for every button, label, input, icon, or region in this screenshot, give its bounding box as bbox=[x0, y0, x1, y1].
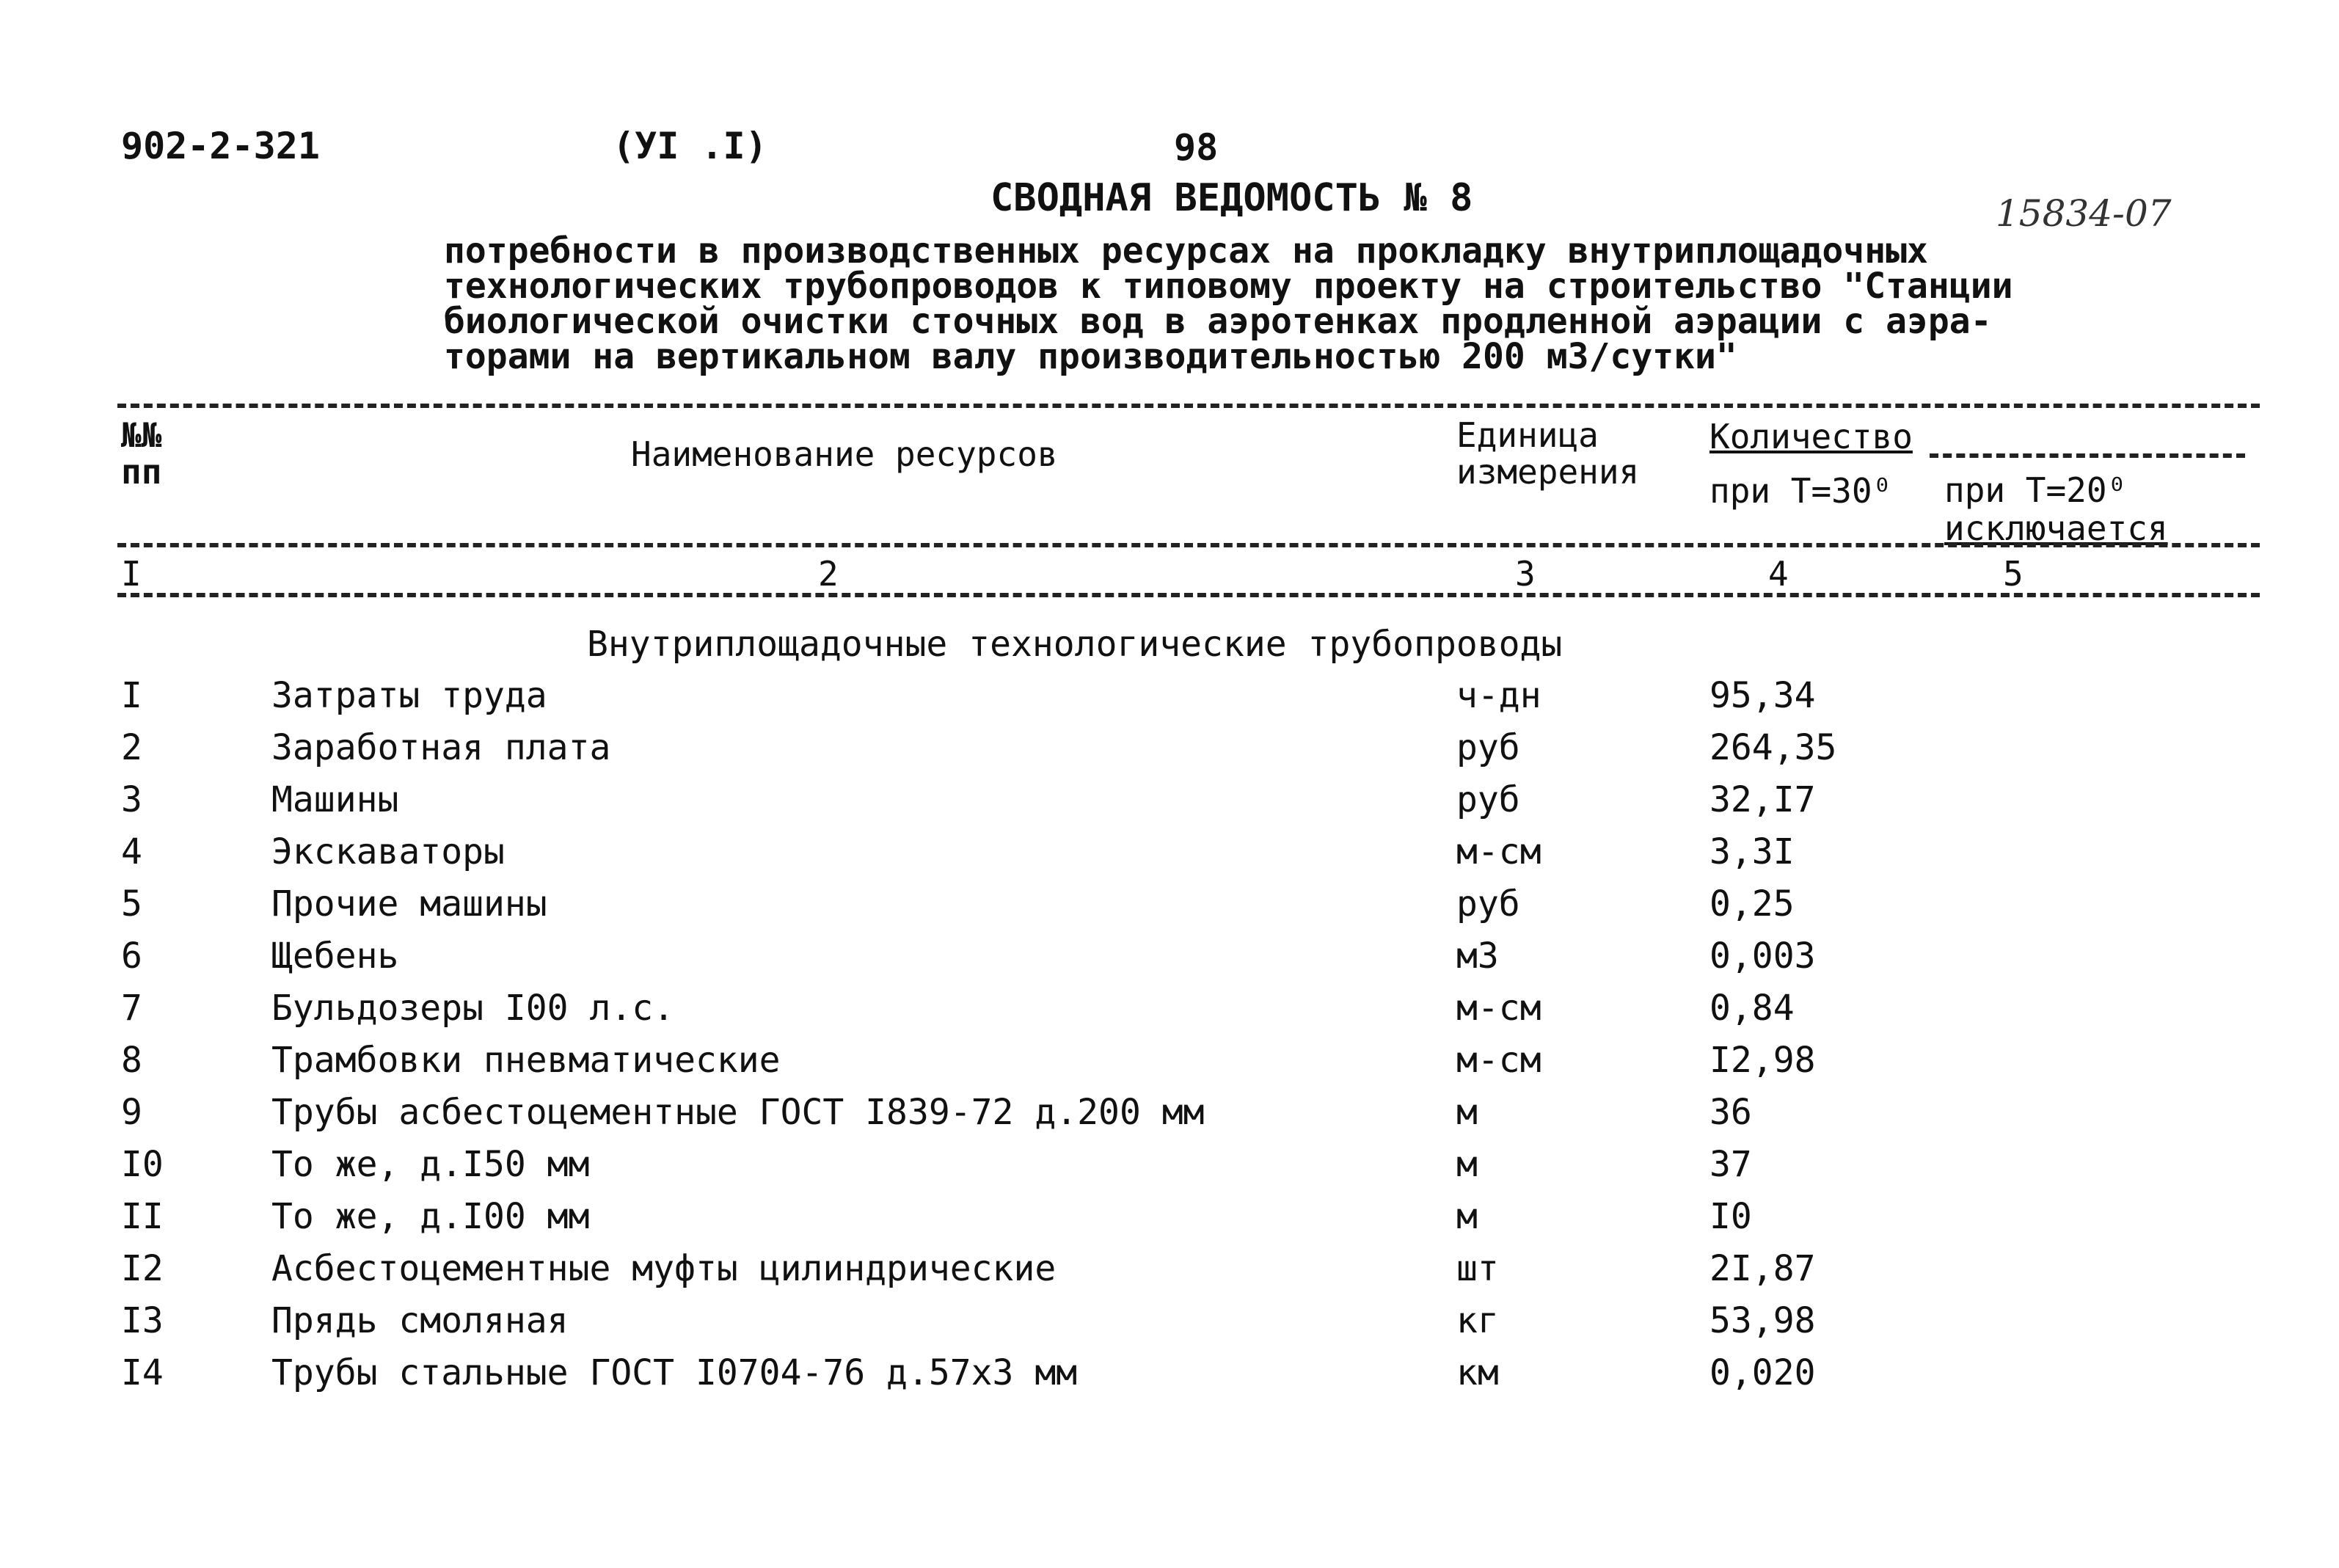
row-number: I bbox=[121, 675, 142, 716]
row-number: 8 bbox=[121, 1040, 142, 1081]
unit-of-measure: ч-дн bbox=[1456, 675, 1541, 716]
row-number: 6 bbox=[121, 936, 142, 977]
resource-name: Экскаваторы bbox=[271, 831, 505, 872]
unit-of-measure: руб bbox=[1456, 779, 1520, 820]
column-header-quantity-t20: при Т=20⁰ исключается bbox=[1944, 470, 2168, 548]
column-number-4: 4 bbox=[1768, 554, 1789, 594]
unit-of-measure: км bbox=[1456, 1352, 1499, 1393]
row-number: 5 bbox=[121, 883, 142, 925]
column-header-quantity-t30: при Т=30⁰ bbox=[1709, 471, 1893, 511]
unit-of-measure: м bbox=[1456, 1196, 1478, 1237]
row-number: 3 bbox=[121, 779, 142, 820]
quantity-value: 0,003 bbox=[1709, 936, 1816, 977]
quantity-value: 37 bbox=[1709, 1144, 1752, 1185]
resource-name: Щебень bbox=[271, 936, 399, 977]
handwritten-reference: 15834-07 bbox=[1996, 192, 2172, 235]
table-column-number-rule bbox=[117, 593, 2260, 597]
resource-name: Бульдозеры I00 л.с. bbox=[271, 988, 675, 1029]
quantity-value: 0,84 bbox=[1709, 988, 1795, 1029]
volume-label: (УI .I) bbox=[613, 125, 767, 167]
unit-of-measure: м bbox=[1456, 1092, 1478, 1133]
row-number: I4 bbox=[121, 1352, 164, 1393]
column-number-5: 5 bbox=[2003, 554, 2024, 594]
column-header-name: Наименование ресурсов bbox=[631, 434, 1058, 474]
description-line-2: технологических трубопроводов к типовому проекту на строительство "Станции bbox=[444, 266, 2013, 307]
unit-of-measure: м-см bbox=[1456, 988, 1541, 1029]
row-number: I2 bbox=[121, 1248, 164, 1289]
resource-name: То же, д.I00 мм bbox=[271, 1196, 590, 1237]
page-number: 98 bbox=[1174, 126, 1219, 169]
resource-name: Заработная плата bbox=[271, 727, 611, 768]
resource-name: Затраты труда bbox=[271, 675, 547, 716]
quantity-value: 0,020 bbox=[1709, 1352, 1816, 1393]
resource-name: Асбестоцементные муфты цилиндрические bbox=[271, 1248, 1057, 1289]
unit-of-measure: м-см bbox=[1456, 1040, 1541, 1081]
description-line-1: потребности в производственных ресурсах на прокладку внутриплощадочных bbox=[444, 230, 1928, 271]
resource-name: Машины bbox=[271, 779, 399, 820]
column-header-quantity: Количество bbox=[1709, 417, 1913, 456]
description-line-4: торами на вертикальном валу производительностью 200 м3/сутки" bbox=[444, 336, 1737, 377]
row-number: 9 bbox=[121, 1092, 142, 1133]
column-header-number: №№ пп bbox=[121, 415, 162, 492]
column-number-3: 3 bbox=[1515, 554, 1536, 594]
quantity-value: I2,98 bbox=[1709, 1040, 1816, 1081]
page-title: СВОДНАЯ ВЕДОМОСТЬ № 8 bbox=[990, 176, 1473, 220]
row-number: 2 bbox=[121, 727, 142, 768]
row-number: 4 bbox=[121, 831, 142, 872]
description-line-3: биологической очистки сточных вод в аэротенках продленной аэрации с аэра- bbox=[444, 301, 1992, 342]
unit-of-measure: руб bbox=[1456, 727, 1520, 768]
quantity-value: 2I,87 bbox=[1709, 1248, 1816, 1289]
quantity-value: I0 bbox=[1709, 1196, 1752, 1237]
section-title: Внутриплощадочные технологические трубопроводы bbox=[587, 624, 1563, 665]
quantity-header-rule bbox=[1930, 453, 2245, 458]
row-number: II bbox=[121, 1196, 164, 1237]
row-number: I0 bbox=[121, 1144, 164, 1185]
unit-of-measure: м3 bbox=[1456, 936, 1499, 977]
unit-of-measure: руб bbox=[1456, 883, 1520, 925]
row-number: I3 bbox=[121, 1300, 164, 1341]
resource-name: Прочие машины bbox=[271, 883, 547, 925]
resource-name: Прядь смоляная bbox=[271, 1300, 569, 1341]
quantity-value: 3,3I bbox=[1709, 831, 1795, 872]
table-header-rule bbox=[117, 543, 2260, 547]
resource-name: Трубы стальные ГОСТ I0704-76 д.57х3 мм bbox=[271, 1352, 1078, 1393]
document-code: 902-2-321 bbox=[121, 125, 320, 167]
unit-of-measure: м-см bbox=[1456, 831, 1541, 872]
quantity-value: 32,I7 bbox=[1709, 779, 1816, 820]
table-top-rule bbox=[117, 404, 2260, 408]
resource-name: То же, д.I50 мм bbox=[271, 1144, 590, 1185]
quantity-value: 95,34 bbox=[1709, 675, 1816, 716]
column-header-unit: Единица измерения bbox=[1456, 415, 1640, 492]
quantity-value: 0,25 bbox=[1709, 883, 1795, 925]
column-number-1: I bbox=[121, 554, 142, 594]
unit-of-measure: шт bbox=[1456, 1248, 1499, 1289]
resource-name: Трубы асбестоцементные ГОСТ I839-72 д.200 мм bbox=[271, 1092, 1205, 1133]
resource-name: Трамбовки пневматические bbox=[271, 1040, 781, 1081]
quantity-value: 36 bbox=[1709, 1092, 1752, 1133]
unit-of-measure: кг bbox=[1456, 1300, 1499, 1341]
row-number: 7 bbox=[121, 988, 142, 1029]
unit-of-measure: м bbox=[1456, 1144, 1478, 1185]
quantity-value: 53,98 bbox=[1709, 1300, 1816, 1341]
quantity-value: 264,35 bbox=[1709, 727, 1837, 768]
column-number-2: 2 bbox=[818, 554, 839, 594]
